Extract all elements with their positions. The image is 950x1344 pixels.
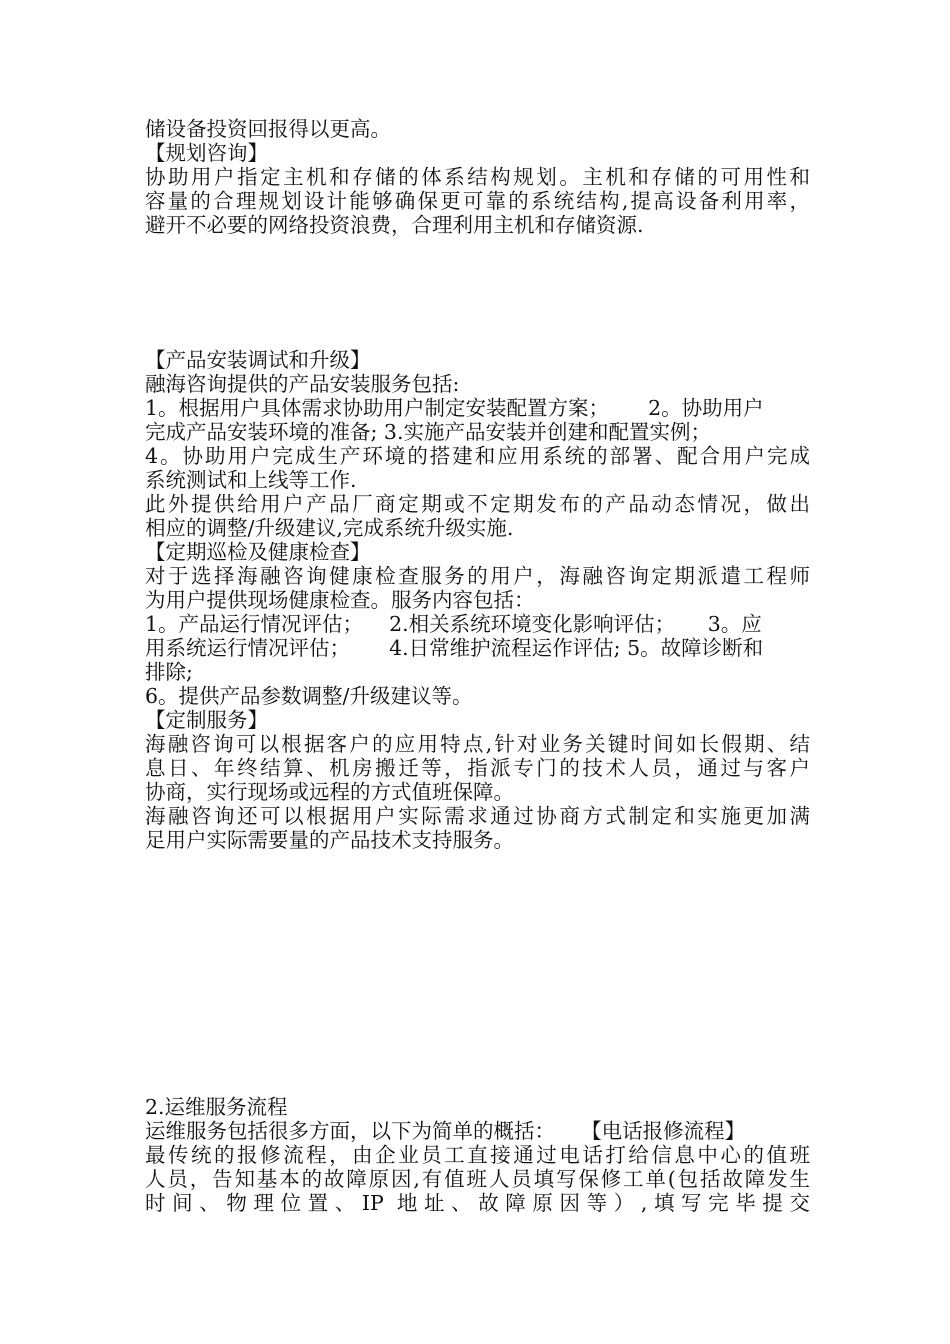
text-line: 息日、年终结算、机房搬迁等，指派专门的技术人员，通过与客户 bbox=[145, 756, 810, 780]
section-heading: 2.运维服务流程 bbox=[145, 1095, 288, 1119]
text-line: 运维服务包括很多方面，以下为简单的概括： 【电话报修流程】 bbox=[145, 1119, 746, 1143]
text-line: 1。根据用户具体需求协助用户制定安装配置方案； 2。协助用户 bbox=[145, 396, 764, 420]
section-heading: 【产品安装调试和升级】 bbox=[145, 348, 371, 372]
text-line: 时间、物理位置、IP 地址、故障原因等）,填写完毕提交 bbox=[145, 1191, 810, 1215]
text-line: 最传统的报修流程，由企业员工直接通过电话打给信息中心的值班 bbox=[145, 1143, 810, 1167]
section-heading: 【规划咨询】 bbox=[145, 141, 268, 165]
text-line: 4。协助用户完成生产环境的搭建和应用系统的部署、配合用户完成 bbox=[145, 444, 810, 468]
text-line: 对于选择海融咨询健康检查服务的用户，海融咨询定期派遣工程师 bbox=[145, 564, 810, 588]
text-line: 人员，告知基本的故障原因,有值班人员填写保修工单(包括故障发生 bbox=[145, 1167, 810, 1191]
text-line: 海融咨询还可以根据用户实际需求通过协商方式制定和实施更加满 bbox=[145, 804, 810, 828]
section-heading: 【定期巡检及健康检查】 bbox=[145, 540, 371, 564]
text-line: 此外提供给用户产品厂商定期或不定期发布的产品动态情况，做出 bbox=[145, 492, 810, 516]
text-line: 用系统运行情况评估； 4.日常维护流程运作评估; 5。故障诊断和 bbox=[145, 636, 764, 660]
text-line: 协商，实行现场或远程的方式值班保障。 bbox=[145, 780, 514, 804]
text-line: 协助用户指定主机和存储的体系结构规划。主机和存储的可用性和 bbox=[145, 165, 810, 189]
text-line: 相应的调整/升级建议,完成系统升级实施. bbox=[145, 516, 514, 540]
text-line: 6。提供产品参数调整/升级建议等。 bbox=[145, 684, 473, 708]
section-heading: 【定制服务】 bbox=[145, 708, 268, 732]
section-services bbox=[145, 348, 810, 852]
text-line: 足用户实际需要量的产品技术支持服务。 bbox=[145, 828, 514, 852]
text-line: 容量的合理规划设计能够确保更可靠的系统结构,提高设备利用率， bbox=[145, 189, 810, 213]
text-line: 系统测试和上线等工作. bbox=[145, 468, 357, 492]
text-line: 储设备投资回报得以更高。 bbox=[145, 117, 391, 141]
text-line: 1。产品运行情况评估； 2.相关系统环境变化影响评估； 3。应 bbox=[145, 612, 762, 636]
text-line: 排除; bbox=[145, 660, 193, 684]
section-ops-process bbox=[145, 1095, 810, 1215]
text-line: 完成产品安装环境的准备; 3.实施产品安装并创建和配置实例； bbox=[145, 420, 711, 444]
text-line: 避开不必要的网络投资浪费，合理利用主机和存储资源. bbox=[145, 213, 644, 237]
section-planning-consulting bbox=[145, 117, 810, 237]
text-line: 海融咨询可以根据客户的应用特点,针对业务关键时间如长假期、结 bbox=[145, 732, 810, 756]
text-line: 融海咨询提供的产品安装服务包括: bbox=[145, 372, 460, 396]
text-line: 为用户提供现场健康检查。服务内容包括： bbox=[145, 588, 535, 612]
